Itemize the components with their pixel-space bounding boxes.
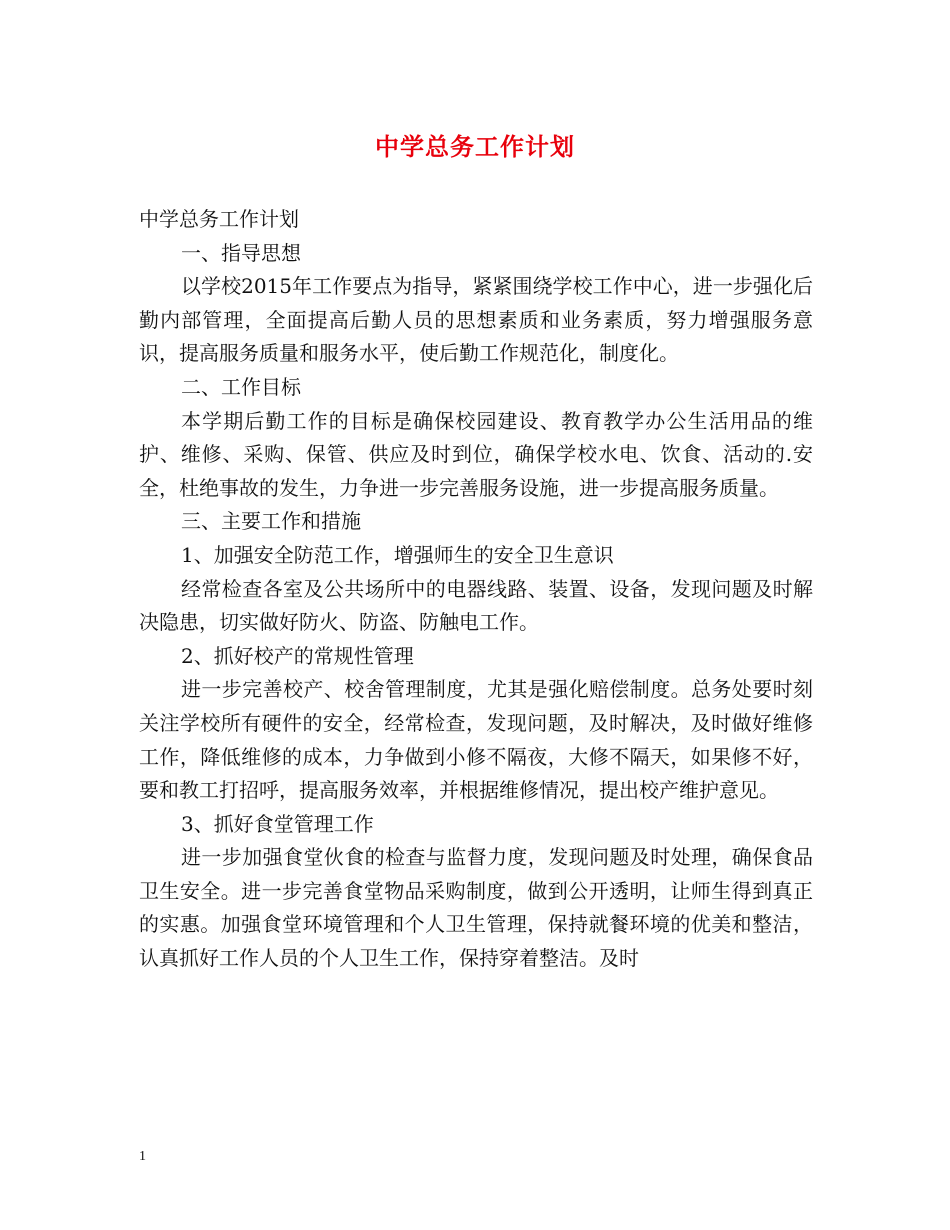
page-number: 1 xyxy=(139,1149,146,1164)
paragraph: 3、抓好食堂管理工作 xyxy=(181,811,374,836)
paragraph: 本学期后勤工作的目标是确保校园建设、教育教学办公生活用品的维护、维修、采购、保管、供应及时到位，确保学校水电、饮食、活动的.安全，杜绝事故的发生，力争进一步完善服务设施，进一步提高服务质量。 xyxy=(139,408,813,500)
paragraph: 进一步完善校产、校舍管理制度，尤其是强化赔偿制度。总务处要时刻关注学校所有硬件的安全，经常检查，发现问题，及时解决，及时做好维修工作，降低维修的成本，力争做到小修不隔夜，大修不隔天，如果修不好，要和教工打招呼，提高服务效率，并根据维修情况，提出校产维护意见。 xyxy=(139,677,813,803)
paragraph: 中学总务工作计划 xyxy=(139,207,299,231)
document-body xyxy=(139,203,813,976)
paragraph: 1、加强安全防范工作，增强师生的安全卫生意识 xyxy=(181,542,614,567)
paragraph: 2、抓好校产的常规性管理 xyxy=(181,643,414,668)
document-title: 中学总务工作计划 xyxy=(375,132,575,161)
paragraph: 一、指导思想 xyxy=(181,240,301,265)
paragraph: 经常检查各室及公共场所中的电器线路、装置、设备，发现问题及时解决隐患，切实做好防火、防盗、防触电工作。 xyxy=(139,576,813,635)
paragraph: 三、主要工作和措施 xyxy=(181,509,361,534)
paragraph: 以学校2015年工作要点为指导，紧紧围绕学校工作中心，进一步强化后勤内部管理，全面提高后勤人员的思想素质和业务素质，努力增强服务意识，提高服务质量和服务水平，使后勤工作规范化，制度化。 xyxy=(139,274,813,366)
paragraph: 进一步加强食堂伙食的检查与监督力度，发现问题及时处理，确保食品卫生安全。进一步完善食堂物品采购制度，做到公开透明，让师生得到真正的实惠。加强食堂环境管理和个人卫生管理，保持就餐环境的优美和整洁，认真抓好工作人员的个人卫生工作，保持穿着整洁。及时 xyxy=(139,845,813,971)
paragraph: 二、工作目标 xyxy=(181,374,301,399)
